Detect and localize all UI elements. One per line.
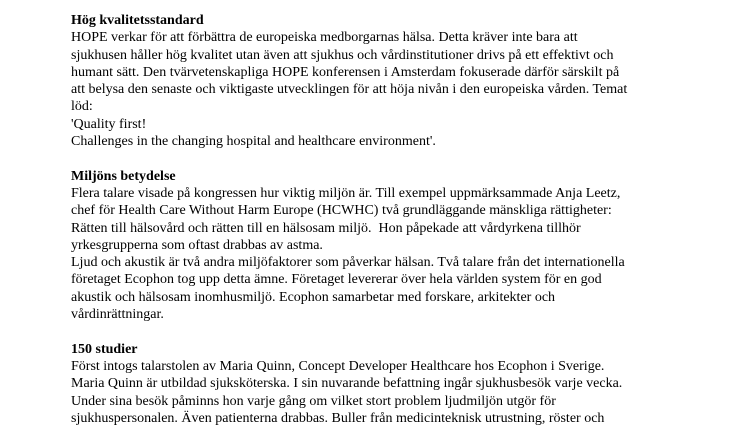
paragraph-line: Rätten till hälsovård och rätten till en hälsosam miljö. Hon påpekade att vårdyrkena tillhör — [71, 220, 581, 236]
section-spacer — [71, 150, 711, 167]
paragraph-line: humant sätt. Den tvärvetenskapliga HOPE konferensen i Amsterdam fokuserade därför särskilt på — [71, 64, 620, 80]
section-heading-environment: Miljöns betydelse — [71, 168, 176, 184]
section-heading-studies: 150 studier — [71, 341, 138, 357]
paragraph-line: HOPE verkar för att förbättra de europeiska medborgarnas hälsa. Detta kräver inte bara att — [71, 30, 578, 46]
section-spacer — [71, 323, 711, 340]
paragraph-line: chef för Health Care Without Harm Europe (HCWHC) två grundläggande mänskliga rättigheter: — [71, 203, 612, 219]
paragraph-line: Under sina besök påminns hon varje gång om vilket stort problem ljudmiljön utgör för — [71, 393, 556, 409]
paragraph-line: Ljud och akustik är två andra miljöfaktorer som påverkar hälsan. Två talare från det internationella — [71, 255, 625, 271]
paragraph-line: sjukhusen håller hög kvalitet utan även att sjukhus och vårdinstitutioner drivs på ett effektivt och — [71, 47, 614, 63]
paragraph-line: yrkesgrupperna som oftast drabbas av astma. — [71, 237, 323, 253]
paragraph-line: företaget Ecophon tog upp detta ämne. Företaget levererar över hela världen system för en god — [71, 272, 602, 288]
paragraph-line: 'Quality first! — [71, 116, 147, 132]
paragraph-line: att belysa den senaste och viktigaste utvecklingen för att höja nivån i den europeiska vården. Temat — [71, 82, 628, 98]
paragraph-line: Flera talare visade på kongressen hur viktig miljön är. Till exempel uppmärksammade Anja Leetz, — [71, 185, 621, 201]
paragraph-line: Challenges in the changing hospital and healthcare environment'. — [71, 134, 436, 150]
section-heading-quality: Hög kvalitetsstandard — [71, 13, 204, 28]
paragraph-line: löd: — [71, 99, 93, 115]
document-page — [71, 12, 711, 427]
paragraph-line: vårdinrättningar. — [71, 307, 164, 323]
paragraph-line: sjukhuspersonalen. Även patienterna drabbas. Buller från medicinteknisk utrustning, röster och — [71, 410, 605, 426]
paragraph-line: akustik och hälsosam inomhusmiljö. Ecophon samarbetar med forskare, arkitekter och — [71, 289, 556, 305]
paragraph-line: Först intogs talarstolen av Maria Quinn, Concept Developer Healthcare hos Ecophon i Sverige. — [71, 358, 605, 374]
paragraph-line: Maria Quinn är utbildad sjuksköterska. I sin nuvarande befattning ingår sjukhusbesök varje vecka. — [71, 376, 623, 392]
